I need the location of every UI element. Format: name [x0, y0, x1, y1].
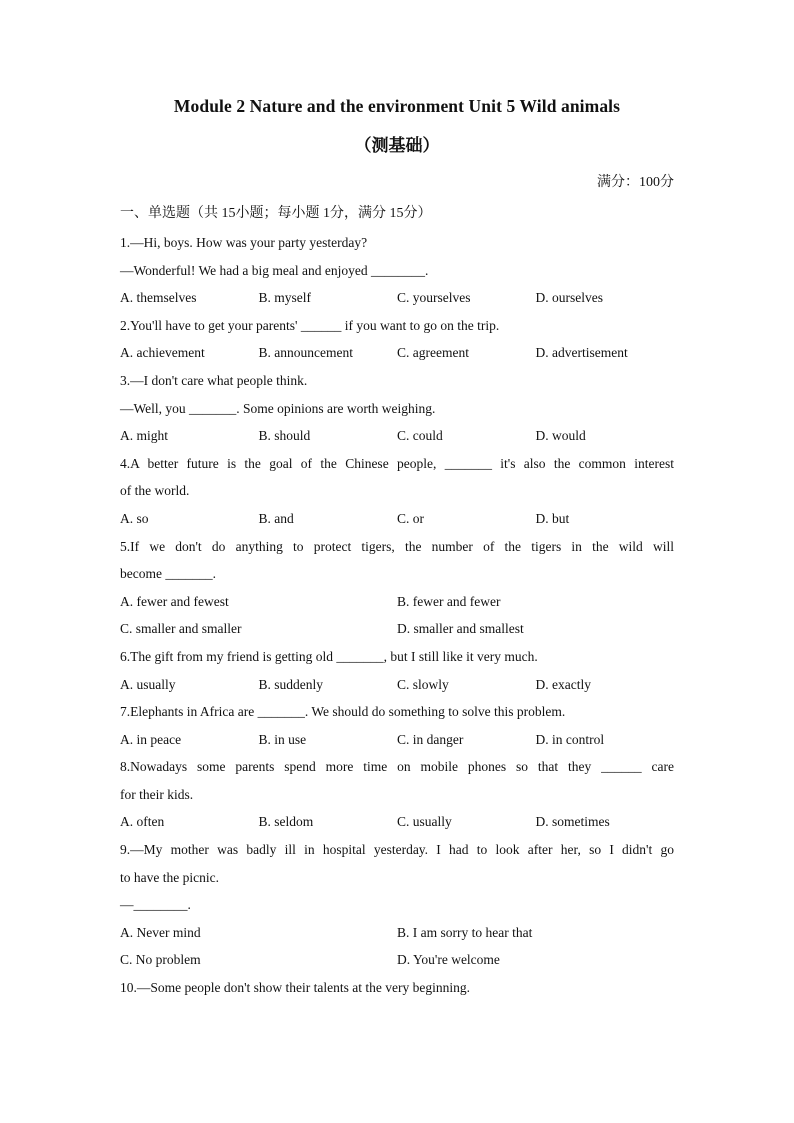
option-a: A. so	[120, 510, 149, 526]
option-d: D. ourselves	[535, 290, 603, 306]
option-c: C. smaller and smaller	[120, 621, 242, 637]
option-d: D. sometimes	[535, 814, 610, 830]
option-a: A. fewer and fewest	[120, 593, 229, 609]
option-a: A. in peace	[120, 731, 182, 747]
option-b: B. and	[258, 510, 294, 526]
question-text: 6.The gift from my friend is getting old _______, but I still like it very much.	[120, 648, 538, 664]
option-b: B. seldom	[258, 814, 314, 830]
option-b: B. suddenly	[258, 676, 324, 692]
question-8	[120, 753, 674, 836]
options-row	[120, 339, 674, 367]
option-c: C. could	[397, 428, 443, 444]
options-row	[120, 284, 674, 312]
option-a: A. themselves	[120, 290, 197, 306]
option-b: B. in use	[258, 731, 307, 747]
question-text: —Well, you _______. Some opinions are worth weighing.	[120, 400, 436, 416]
options-row	[120, 615, 674, 643]
options-row	[120, 808, 674, 836]
option-a: A. achievement	[120, 345, 205, 361]
question-2	[120, 312, 674, 367]
question-text: —Wonderful! We had a big meal and enjoyed ________.	[120, 262, 429, 278]
question-6	[120, 643, 674, 698]
option-b: B. fewer and fewer	[397, 593, 501, 609]
option-d: D. smaller and smallest	[397, 621, 524, 637]
option-b: B. announcement	[258, 345, 353, 361]
option-b: B. should	[258, 428, 311, 444]
option-d: D. but	[535, 510, 570, 526]
option-d: D. exactly	[535, 676, 591, 692]
option-c: C. No problem	[120, 952, 201, 968]
question-text: 4.A better future is the goal of the Chinese people, _______ it's also the common interest	[120, 455, 674, 471]
option-c: C. usually	[397, 814, 452, 830]
question-3	[120, 367, 674, 450]
options-row	[120, 422, 674, 450]
option-a: A. often	[120, 814, 165, 830]
option-b: B. I am sorry to hear that	[397, 924, 533, 940]
options-row	[120, 726, 674, 754]
question-text: 7.Elephants in Africa are _______. We should do something to solve this problem.	[120, 704, 566, 720]
option-b: B. myself	[258, 290, 311, 306]
question-text: for their kids.	[120, 786, 194, 802]
option-d: D. would	[535, 428, 586, 444]
question-text: 9.—My mother was badly ill in hospital yesterday. I had to look after her, so I didn't go	[120, 842, 674, 858]
options-row	[120, 588, 674, 616]
options-row	[120, 946, 674, 974]
question-text: —________.	[120, 897, 191, 913]
option-d: D. You're welcome	[397, 952, 500, 968]
question-1	[120, 229, 674, 312]
section-heading: 一、单选题（共 15小题；每小题 1分，满分 15分）	[120, 206, 432, 221]
question-text: 2.You'll have to get your parents' ______ if you want to go on the trip.	[120, 317, 500, 333]
option-a: A. Never mind	[120, 924, 201, 940]
question-10	[120, 974, 674, 1002]
question-5	[120, 533, 674, 643]
option-c: C. yourselves	[397, 290, 471, 306]
question-list	[120, 229, 674, 1002]
question-9	[120, 836, 674, 974]
option-d: D. advertisement	[535, 345, 628, 361]
question-text: 3.—I don't care what people think.	[120, 372, 308, 388]
question-text: become _______.	[120, 566, 216, 582]
option-d: D. in control	[535, 731, 605, 747]
question-4	[120, 450, 674, 533]
question-7	[120, 698, 674, 753]
question-text: to have the picnic.	[120, 869, 219, 885]
question-text: 8.Nowadays some parents spend more time on mobile phones so that they ______ care	[120, 759, 674, 775]
question-text: 5.If we don't do anything to protect tigers, the number of the tigers in the wild will	[120, 538, 674, 554]
question-text: 10.—Some people don't show their talents at the very beginning.	[120, 980, 470, 996]
option-c: C. agreement	[397, 345, 469, 361]
option-a: A. usually	[120, 676, 176, 692]
question-text: of the world.	[120, 483, 190, 499]
options-row	[120, 919, 674, 947]
question-text: 1.—Hi, boys. How was your party yesterday?	[120, 235, 368, 250]
options-row	[120, 505, 674, 533]
options-row	[120, 671, 674, 699]
option-c: C. in danger	[397, 731, 464, 747]
option-c: C. slowly	[397, 676, 449, 692]
option-c: C. or	[397, 510, 424, 526]
page-title: Module 2 Nature and the environment Unit 5 Wild animals	[173, 96, 621, 116]
total-score: 满分：100分	[597, 175, 674, 190]
page-subtitle: （测基础）	[354, 136, 440, 155]
option-a: A. might	[120, 428, 169, 444]
